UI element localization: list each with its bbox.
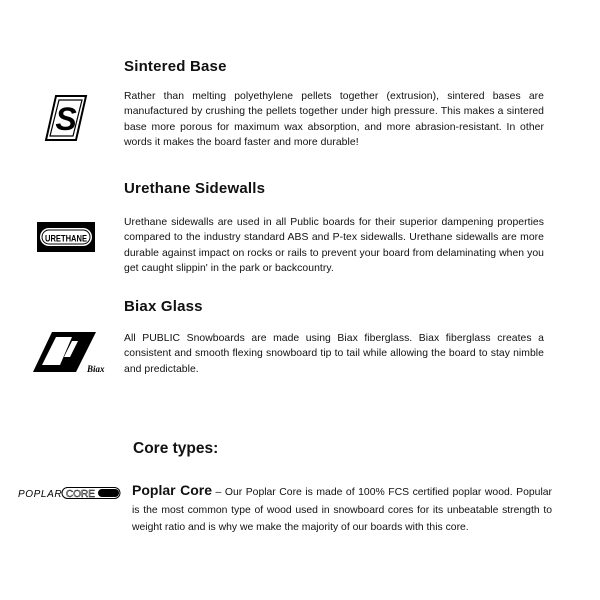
section-body: Rather than melting polyethylene pellets together (extrusion), sintered bases are manufactured by crushing the pellets together under high pressure. This makes a sintered base more porous for maximum wax absorption, and more abrasion-resistant. In other words it makes the board faster and more durable! bbox=[124, 91, 544, 148]
urethane-logo-icon bbox=[36, 221, 96, 253]
section-body: All PUBLIC Snowboards are made using Biax fiberglass. Biax fiberglass creates a consistent and smooth flexing snowboard tip to tail while allowing the board to stay nimble and predictable. bbox=[124, 333, 544, 375]
urethane-logo-text: URETHANE bbox=[45, 233, 87, 245]
poplar-core-logo-icon bbox=[18, 486, 122, 500]
svg-text:S: S bbox=[55, 101, 77, 137]
sintered-base-s-icon bbox=[44, 94, 88, 142]
poplar-core-body: Our Poplar Core is made of 100% FCS certified poplar wood. Popular is the most common type of wood used in snowboard cores for its unbeatable strength to weight ratio and is why we make the majority of our boards with this core. bbox=[132, 487, 552, 533]
biax-glass-icon bbox=[32, 331, 105, 374]
section-body: Urethane sidewalls are used in all Public boards for their superior dampening properties compared to the industry standard ABS and P-tex sidewalls. Urethane sidewalls are more durable against impact on rocks or rails to prevent your board from delaminating when you get caught slippin' in the park or backcountry. bbox=[124, 217, 544, 274]
poplar-core-dash: – bbox=[212, 487, 225, 498]
poplar-core-description bbox=[132, 482, 552, 537]
poplar-logo-word: POPLAR bbox=[18, 489, 63, 500]
section-title: Biax Glass bbox=[124, 298, 203, 315]
section-title: Urethane Sidewalls bbox=[124, 180, 266, 197]
biax-logo-text: Biax bbox=[87, 364, 105, 374]
core-logo-word: CORE bbox=[66, 489, 95, 500]
poplar-core-title: Poplar Core bbox=[132, 482, 213, 498]
section-title: Sintered Base bbox=[124, 58, 227, 75]
core-types-heading: Core types: bbox=[133, 440, 219, 457]
